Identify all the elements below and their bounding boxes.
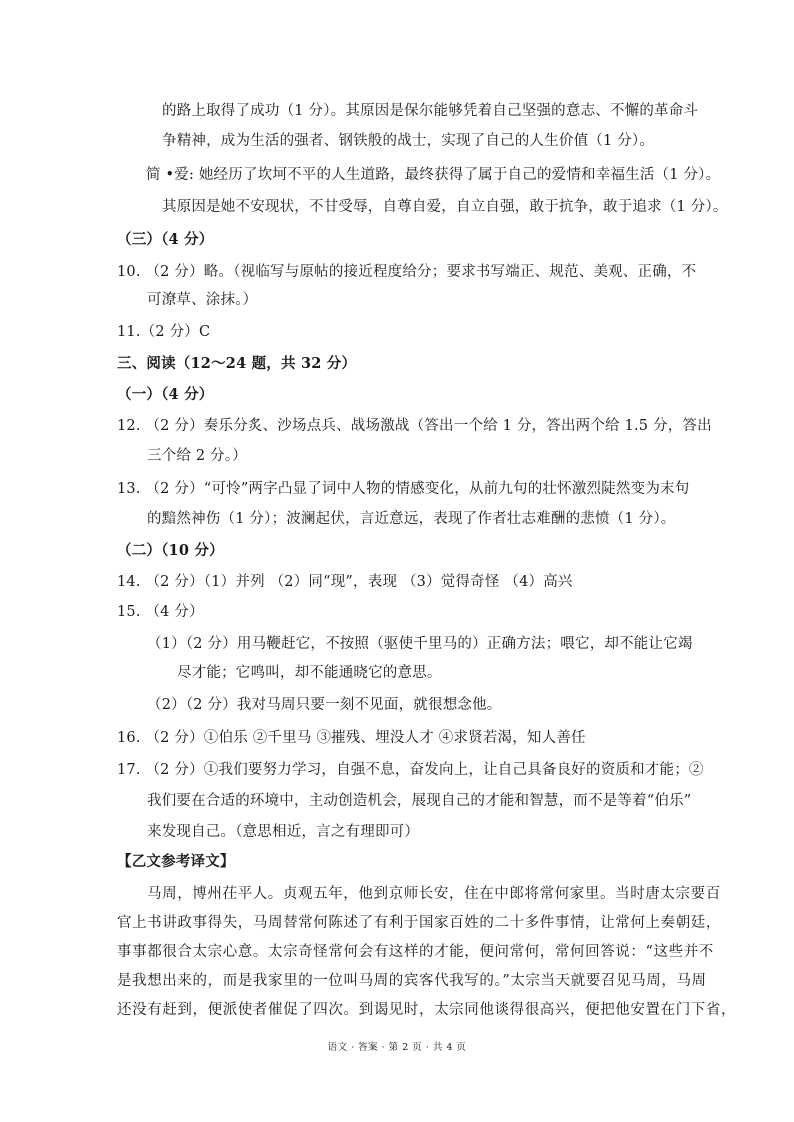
page-footer: 语文 · 答案 · 第 2 页 · 共 4 页 — [327, 1042, 467, 1053]
section-heading: （三）（4 分） — [117, 231, 214, 248]
text-line: 简 •爱: 她经历了坎坷不平的人生道路，最终获得了属于自己的爱情和幸福生活（1 分）。 — [146, 167, 721, 183]
text-line: 11.（2 分）C — [117, 324, 211, 340]
text-line: 的路上取得了成功（1 分）。其原因是保尔能够凭着自己坚强的意志、不懈的革命斗 — [162, 103, 699, 119]
section-heading: 【乙文参考译文】 — [117, 853, 235, 870]
text-line: 尽才能；它鸣叫，却不能通晓它的意思。 — [177, 665, 442, 681]
text-line: 12. （2 分）奏乐分炙、沙场点兵、战场激战（答出一个给 1 分，答出两个给 1.5 分，答出 — [117, 418, 712, 434]
section-heading: （一）（4 分） — [117, 386, 214, 403]
text-line: 10. （2 分）略。（视临写与原帖的接近程度给分；要求书写端正、规范、美观、正确，不 — [117, 264, 697, 280]
translation-line: 还没有赶到，便派使者催促了四次。到谒见时，太宗同他谈得很高兴，便把他安置在门下省， — [117, 1002, 737, 1018]
text-line: 的黯然神伤（1 分）；波澜起伏，言近意远，表现了作者壮志难酬的悲愤（1 分）。 — [147, 511, 676, 527]
text-line: 16. （2 分）①伯乐 ②千里马 ③摧残、埋没人才 ④求贤若渴，知人善任 — [117, 730, 586, 746]
section-heading: （二）（10 分） — [117, 542, 224, 559]
text-line: 争精神，成为生活的强者、钢铁般的战士，实现了自己的人生价值（1 分）。 — [162, 133, 655, 149]
translation-line: 是我想出来的，而是我家里的一位叫马周的宾客代我写的。”太宗当天就要召见马周，马周 — [117, 973, 707, 989]
section-heading: 三、阅读（12～24 题，共 32 分） — [117, 355, 357, 372]
text-line: 可潦草、涂抹。） — [147, 292, 258, 308]
text-line: （1）（2 分）用马鞭赶它，不按照（驱使千里马的）正确方法；喂它，却不能让它竭 — [147, 636, 693, 652]
text-line: 14. （2 分）（1）并列 （2）同“现”，表现 （3）觉得奇怪 （4）高兴 — [117, 574, 573, 590]
text-line: 13. （2 分）“可怜”两字凸显了词中人物的情感变化，从前九句的壮怀激烈陡然变为末句 — [117, 481, 690, 497]
text-line: 三个给 2 分。） — [147, 448, 247, 464]
text-line: 我们要在合适的环境中，主动创造机会，展现自己的才能和智慧，而不是等着“伯乐” — [147, 793, 692, 809]
text-line: 17. （2 分）①我们要努力学习，自强不息，奋发向上，让自己具备良好的资质和才能；② — [117, 762, 704, 778]
text-line: （2）（2 分）我对马周只要一刻不见面，就很想念他。 — [147, 697, 502, 713]
translation-line: 事事都很合太宗心意。太宗奇怪常何会有这样的才能，便问常何，常何回答说：“这些并不 — [117, 944, 714, 960]
text-line: 其原因是她不安现状，不甘受辱，自尊自爱，自立自强，敢于抗争，敢于追求（1 分）。 — [162, 199, 728, 215]
text-line: 15. （4 分） — [117, 604, 204, 620]
translation-line: 马周，博州茌平人。贞观五年，他到京师长安，住在中郎将常何家里。当时唐太宗要百 — [147, 886, 721, 902]
text-line: 来发现自己。（意思相近，言之有理即可） — [147, 824, 420, 840]
translation-line: 官上书讲政事得失，马周替常何陈述了有利于国家百姓的二十多件事情，让常何上奏朝廷， — [117, 915, 721, 931]
